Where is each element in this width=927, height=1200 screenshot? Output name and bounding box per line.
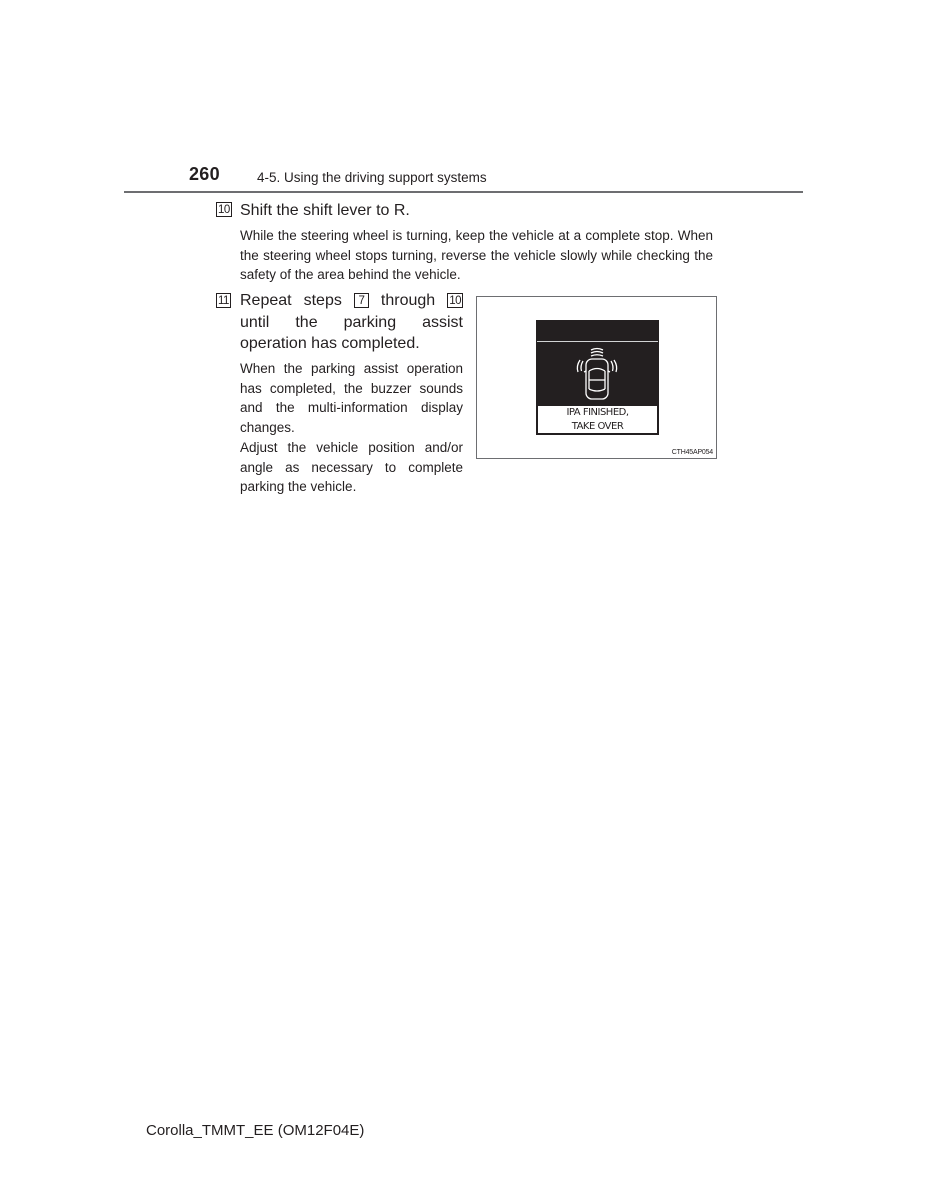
step-10-heading: Shift the shift lever to R. bbox=[240, 202, 410, 219]
step-11-body-paragraph-2: Adjust the vehicle position and/or angle as necessary to complete parking the vehicle. bbox=[240, 439, 463, 495]
display-message-line-1: IPA FINISHED, bbox=[566, 407, 629, 418]
step-11-heading-after: until the parking assist operation has completed. bbox=[240, 313, 463, 352]
section-title: 4-5. Using the driving support systems bbox=[257, 170, 487, 185]
step-11-body bbox=[240, 359, 463, 497]
step-number-11: 11 bbox=[216, 293, 231, 308]
page-number: 260 bbox=[189, 164, 220, 184]
figure-code: CTH45AP054 bbox=[671, 449, 713, 456]
step-11-body-paragraph-1: When the parking assist operation has completed, the buzzer sounds and the multi-information display changes. bbox=[240, 361, 463, 436]
header-rule bbox=[124, 191, 803, 193]
display-topbar-line bbox=[537, 341, 658, 342]
display-message bbox=[538, 406, 657, 433]
step-11-heading bbox=[240, 290, 463, 355]
footer-text: Corolla_TMMT_EE (OM12F04E) bbox=[146, 1122, 365, 1139]
step-ref-7: 7 bbox=[354, 293, 369, 308]
display-message-line-2: TAKE OVER bbox=[571, 421, 624, 432]
step-ref-10: 10 bbox=[449, 295, 462, 307]
step-number-10: 10 bbox=[218, 204, 230, 216]
step-11-heading-before: Repeat steps bbox=[240, 292, 342, 309]
figure-frame bbox=[476, 296, 717, 459]
multi-information-display bbox=[536, 320, 659, 435]
car-with-sensors-icon bbox=[571, 344, 623, 406]
step-10-body: While the steering wheel is turning, keep the vehicle at a complete stop. When the steering wheel stops turning, reverse the vehicle slowly while checking the safety of the area behind the vehicle. bbox=[240, 228, 713, 283]
step-11-heading-middle: through bbox=[380, 292, 436, 309]
